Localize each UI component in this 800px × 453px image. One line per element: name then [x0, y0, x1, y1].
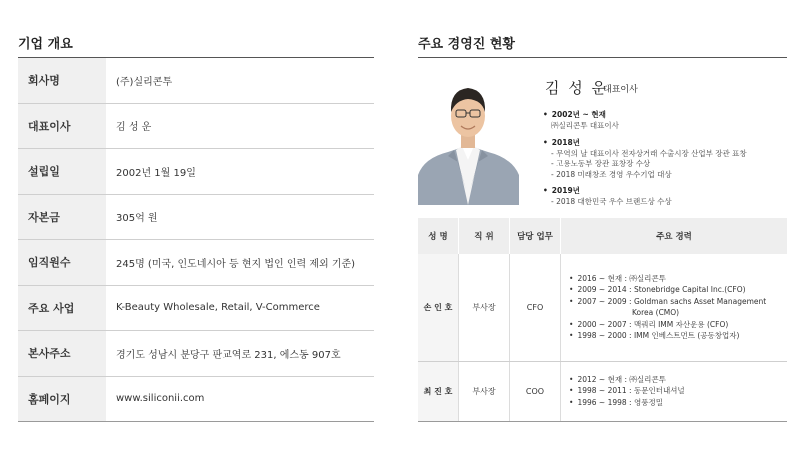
value-ceo: 김 성 운 [116, 122, 152, 134]
row-founded [18, 149, 374, 195]
career-item: • 2012 ~ 현재 : ㈜실리콘투 [569, 374, 787, 386]
ceo-name: 김 성 운 [545, 79, 609, 97]
history-year: • 2018년 [543, 138, 747, 149]
history-year: • 2019년 [543, 186, 672, 197]
row-employees [18, 240, 374, 286]
exec-name: 손 인 호 [418, 254, 459, 361]
exec-name: 최 진 호 [418, 361, 459, 421]
ceo-history-2002 [543, 110, 619, 131]
table-row [418, 361, 787, 421]
value-founded: 2002년 1월 19일 [116, 167, 196, 179]
company-overview-table [18, 58, 374, 422]
ceo-history-2018 [543, 138, 747, 180]
history-item: - 2018 미래창조 경영 우수기업 대상 [551, 169, 672, 179]
label-capital: 자본금 [18, 195, 106, 240]
executives-rule [418, 57, 787, 58]
executives-title: 주요 경영진 현황 [418, 37, 515, 52]
executives-table [418, 218, 787, 422]
career-item: • 1998 ~ 2000 : IMM 인베스트먼트 (공동창업자) [569, 330, 787, 342]
career-item: • 2007 ~ 2009 : Goldman sachs Asset Management [569, 296, 787, 308]
header-name: 성 명 [418, 218, 459, 254]
row-ceo [18, 104, 374, 150]
career-item: Korea (CMO) [632, 308, 680, 318]
value-address: 경기도 성남시 분당구 판교역로 231, 에스동 907호 [116, 349, 341, 361]
label-employees: 임직원수 [18, 240, 106, 285]
career-item: • 2000 ~ 2007 : 맥쿼리 IMM 자산운용 (CFO) [569, 319, 787, 331]
label-ceo: 대표이사 [18, 104, 106, 149]
history-item: ㈜실리콘투 대표이사 [551, 120, 619, 130]
career-item: • 1998 ~ 2011 : 동문인터내셔널 [569, 385, 787, 397]
label-company-name: 회사명 [18, 58, 106, 103]
history-item: - 2018 대한민국 우수 브랜드상 수상 [551, 196, 672, 206]
value-business: K-Beauty Wholesale, Retail, V-Commerce [116, 302, 320, 314]
row-homepage [18, 377, 374, 423]
ceo-title: 대표이사 [603, 85, 638, 95]
row-business [18, 286, 374, 332]
exec-position: 부사장 [459, 361, 510, 421]
history-year: • 2002년 ~ 현재 [543, 110, 619, 121]
company-overview-title: 기업 개요 [18, 37, 73, 52]
ceo-portrait-icon [418, 70, 519, 205]
value-capital: 305억 원 [116, 213, 158, 225]
career-item: • 2009 ~ 2014 : Stonebridge Capital Inc.(CFO) [569, 284, 787, 296]
row-address [18, 331, 374, 377]
career-item: • 1996 ~ 1998 : 영풍정밀 [569, 397, 787, 409]
exec-career [561, 361, 788, 421]
executives-table-header [418, 218, 787, 254]
value-employees: 245명 (미국, 인도네시아 등 현지 법인 인력 제외 기준) [116, 258, 356, 270]
label-address: 본사주소 [18, 331, 106, 376]
label-business: 주요 사업 [18, 286, 106, 331]
history-item: - 무역의 날 대표이사 전자상거래 수출시장 산업부 장관 표창 [551, 148, 747, 158]
header-career: 주요 경력 [561, 218, 788, 254]
table-row [418, 254, 787, 361]
ceo-photo [418, 70, 519, 205]
exec-duty: COO [510, 361, 561, 421]
ceo-history-2019 [543, 186, 672, 207]
row-company-name [18, 58, 374, 104]
value-homepage[interactable]: www.siliconii.com [116, 393, 205, 405]
label-founded: 설립일 [18, 149, 106, 194]
exec-career [561, 254, 788, 361]
row-capital [18, 195, 374, 241]
history-item: - 고용노동부 장관 표창장 수상 [551, 159, 651, 168]
exec-position: 부사장 [459, 254, 510, 361]
header-position: 직 위 [459, 218, 510, 254]
value-company-name: (주)실리콘투 [116, 76, 173, 88]
exec-duty: CFO [510, 254, 561, 361]
header-duty: 담당 업무 [510, 218, 561, 254]
career-item: • 2016 ~ 현재 : ㈜실리콘투 [569, 273, 787, 285]
label-homepage: 홈페이지 [18, 377, 106, 422]
